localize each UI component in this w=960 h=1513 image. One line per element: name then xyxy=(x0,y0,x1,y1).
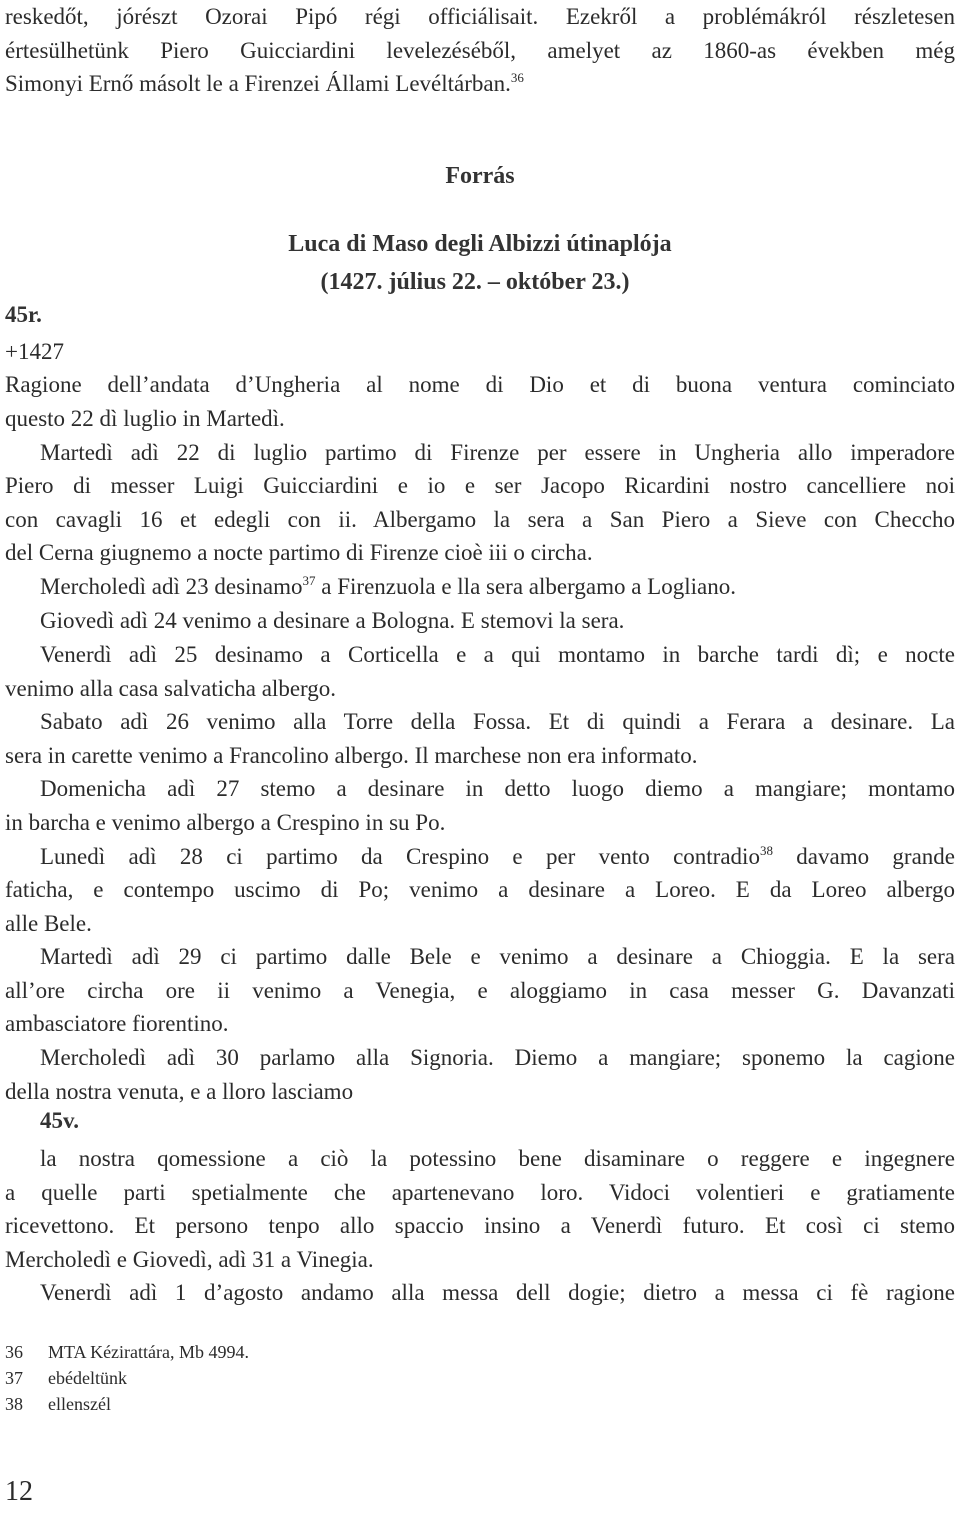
text-segment: Lunedì adì 28 ci partimo da Crespino e per vento contradio xyxy=(40,844,760,869)
folio-label: 45v. xyxy=(40,1108,79,1133)
intro-line: értesülhetünk Piero Guicciardini levelezéséből, amelyet az 1860-as években még xyxy=(5,37,955,63)
text-line: Sabato adì 26 venimo alla Torre della Fossa. Et di quindi a Ferara a desinare. La xyxy=(40,709,955,734)
text-line: faticha, e contempo uscimo di Po; venimo a desinare a Loreo. E da Loreo albergo xyxy=(5,877,955,902)
footnote-text: ellenszél xyxy=(48,1394,111,1414)
intro-line: reskedőt, jórészt Ozorai Pipó régi officiálisait. Ezekről a problémákról részletesen xyxy=(5,4,955,29)
footnote-ref: 37 xyxy=(302,573,316,588)
document-title-dates: (1427. július 22. – október 23.) xyxy=(320,269,630,295)
footnote xyxy=(5,1339,249,1365)
text-line: questo 22 dì luglio in Martedì. xyxy=(5,406,285,431)
footnote-ref: 38 xyxy=(759,843,773,858)
page-number: 12 xyxy=(5,1476,33,1507)
text-line: Ragione dell’andata d’Ungheria al nome di Dio et di buona ventura cominciato xyxy=(5,372,955,397)
text-line: Mercholedì e Giovedì, adì 31 a Vinegia. xyxy=(5,1247,374,1272)
text-line: sera in carette venimo a Francolino albergo. Il marchese non era informato. xyxy=(5,743,698,768)
footnote xyxy=(5,1391,111,1417)
text-line: ambasciatore fiorentino. xyxy=(5,1011,229,1036)
text-segment: Mercholedì adì 23 desinamo xyxy=(40,574,303,599)
text-line: Martedì adì 22 di luglio partimo di Firenze per essere in Ungheria allo imperadore xyxy=(40,440,955,465)
text-line: Martedì adì 29 ci partimo dalle Bele e venimo a desinare a Chioggia. E la sera xyxy=(40,944,955,969)
footnote-text: ebédeltünk xyxy=(48,1368,127,1388)
section-heading: Forrás xyxy=(445,163,515,189)
text-line: Piero di messer Luigi Guicciardini e io e ser Jacopo Ricardini nostro cancelliere noi xyxy=(5,473,955,498)
intro-paragraph xyxy=(5,0,955,101)
text-line: Venerdì adì 1 d’agosto andamo alla messa dell dogie; dietro a messa ci fè ragione xyxy=(40,1280,955,1305)
text-line: venimo alla casa salvaticha albergo. xyxy=(5,676,337,701)
document-title: Luca di Maso degli Albizzi útinaplója xyxy=(288,231,672,257)
text-line: Giovedì adì 24 venimo a desinare a Bologna. E stemovi la sera. xyxy=(40,608,625,633)
text-line xyxy=(40,570,955,603)
intro-line xyxy=(5,67,955,101)
footnote-ref: 36 xyxy=(510,70,524,85)
text-line: a quelle parti spetialmente che apartenevano loro. Vidoci volentieri e gratiamente xyxy=(5,1180,955,1205)
text-line: in barcha e venimo albergo a Crespino in su Po. xyxy=(5,810,446,835)
text-line xyxy=(40,840,955,873)
text-line: del Cerna giugnemo a nocte partimo di Firenze cioè iii o circha. xyxy=(5,540,593,565)
text-line: la nostra qomessione a ciò la potessino bene disaminare o reggere e ingegnere xyxy=(40,1146,955,1171)
text-line: alle Bele. xyxy=(5,911,92,936)
footnote-number: 36 xyxy=(5,1342,23,1362)
text-line: Mercholedì adì 30 parlamo alla Signoria. Diemo a mangiare; sponemo la cagione xyxy=(40,1045,955,1070)
intro-line-text: Simonyi Ernő másolt le a Firenzei Állami Levéltárban. xyxy=(5,71,511,96)
text-line: Venerdì adì 25 desinamo a Corticella e a qui montamo in barche tardi dì; e nocte xyxy=(40,642,955,667)
text-segment: davamo grande xyxy=(796,844,955,869)
footnote-text: MTA Kézirattára, Mb 4994. xyxy=(48,1342,250,1362)
text-segment: a Firenzuola e lla sera albergamo a Logliano. xyxy=(321,574,736,599)
footnote xyxy=(5,1365,127,1391)
text-line: della nostra venuta, e a lloro lasciamo xyxy=(5,1079,354,1104)
text-line: ricevettono. Et persono tenpo allo spaccio insino a Venerdì futuro. Et così ci stemo xyxy=(5,1213,955,1238)
text-line: +1427 xyxy=(5,339,64,364)
text-line: all’ore circha ore ii venimo a Venegia, e aloggiamo in casa messer G. Davanzati xyxy=(5,978,955,1003)
text-line: Domenicha adì 27 stemo a desinare in detto luogo diemo a mangiare; montamo xyxy=(40,776,955,801)
folio-label: 45r. xyxy=(5,302,42,327)
footnote-number: 37 xyxy=(5,1368,23,1388)
text-line: con cavagli 16 et edegli con ii. Albergamo la sera a San Piero a Sieve con Checcho xyxy=(5,507,955,532)
footnote-number: 38 xyxy=(5,1394,23,1414)
